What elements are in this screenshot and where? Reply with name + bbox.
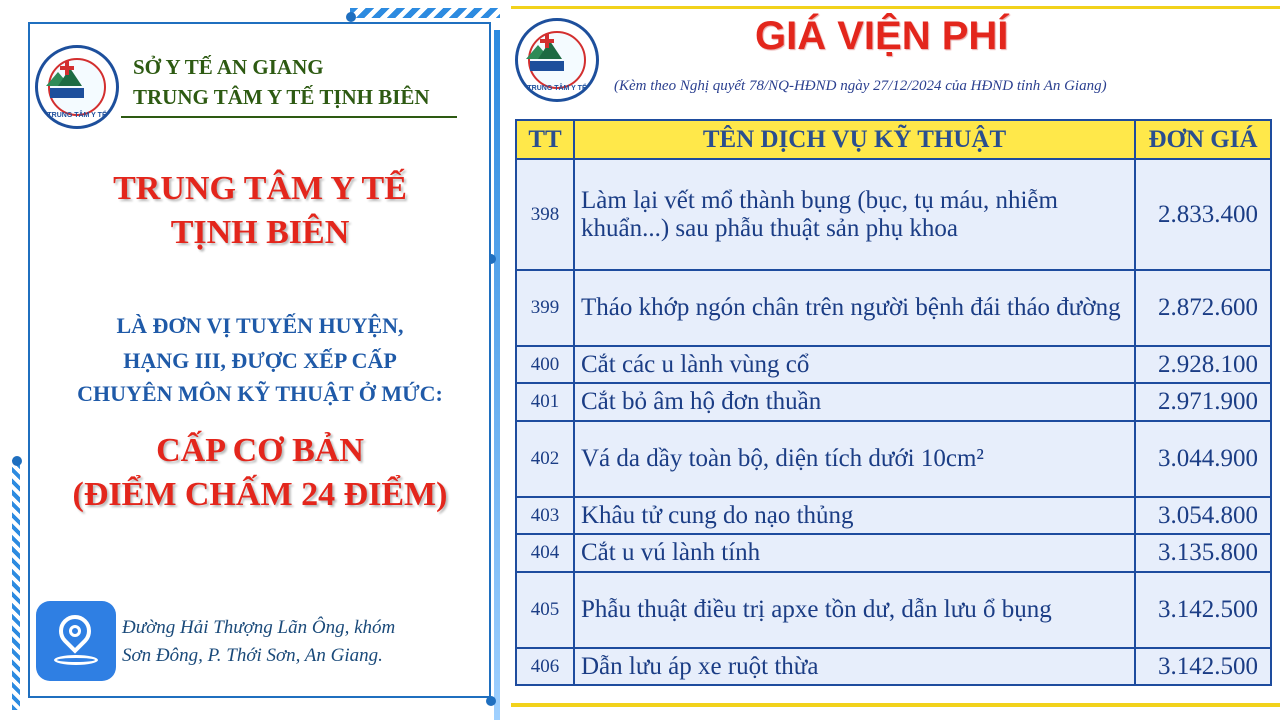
service-name: Cắt các u lành vùng cổ (574, 346, 1135, 383)
bottom-yellow-border (511, 703, 1280, 707)
table-row (516, 159, 1271, 270)
service-name: Khâu tử cung do nạo thủng (574, 497, 1135, 534)
decorative-dot (346, 12, 356, 22)
decree-reference: (Kèm theo Nghị quyết 78/NQ-HĐND ngày 27/12/2024 của HĐND tỉnh An Giang) (614, 78, 1107, 94)
table-row (516, 346, 1271, 383)
level-line2: (ĐIỂM CHẤM 24 ĐIỂM) (72, 476, 448, 513)
hospital-logo-icon: TRUNG TÂM Y TẾ (35, 45, 119, 129)
service-name: Cắt u vú lành tính (574, 534, 1135, 572)
service-price: 2.928.100 (1135, 346, 1271, 383)
table-row (516, 534, 1271, 572)
address-line2: Sơn Đông, P. Thới Sơn, An Giang. (122, 645, 383, 666)
service-name: Vá da dầy toàn bộ, diện tích dưới 10cm² (574, 421, 1135, 497)
table-row (516, 572, 1271, 648)
service-price: 3.044.900 (1135, 421, 1271, 497)
column-header-tt: TT (516, 120, 574, 159)
hospital-title-line2: TỊNH BIÊN (170, 214, 350, 251)
column-header-service: TÊN DỊCH VỤ KỸ THUẬT (574, 120, 1135, 159)
map-pin-icon (36, 601, 116, 681)
table-row (516, 270, 1271, 346)
address-line1: Đường Hải Thượng Lãn Ông, khóm (122, 617, 396, 638)
service-price: 3.054.800 (1135, 497, 1271, 534)
row-number: 400 (516, 346, 574, 383)
service-name: Cắt bỏ âm hộ đơn thuần (574, 383, 1135, 421)
service-name: Làm lại vết mổ thành bụng (bục, tụ máu, nhiễm khuẩn...) sau phẫu thuật sản phụ khoa (574, 159, 1135, 270)
service-price: 3.135.800 (1135, 534, 1271, 572)
center-name: TRUNG TÂM Y TẾ TỊNH BIÊN (133, 85, 430, 109)
top-yellow-border (511, 6, 1280, 9)
row-number: 406 (516, 648, 574, 685)
decorative-bar-right (494, 30, 500, 720)
fee-table (515, 119, 1272, 686)
service-price: 2.833.400 (1135, 159, 1271, 270)
hospital-title-line1: TRUNG TÂM Y TẾ (113, 170, 407, 207)
decorative-stripes-left (12, 460, 20, 710)
service-price: 3.142.500 (1135, 648, 1271, 685)
table-row (516, 421, 1271, 497)
level-line1: CẤP CƠ BẢN (156, 432, 364, 469)
description-line3: CHUYÊN MÔN KỸ THUẬT Ở MỨC: (77, 381, 443, 406)
row-number: 403 (516, 497, 574, 534)
table-row (516, 497, 1271, 534)
department-name: SỞ Y TẾ AN GIANG (133, 55, 324, 79)
decorative-stripes-top (350, 8, 500, 18)
service-name: Dẫn lưu áp xe ruột thừa (574, 648, 1135, 685)
row-number: 404 (516, 534, 574, 572)
table-row (516, 383, 1271, 421)
service-name: Phẫu thuật điều trị apxe tồn dư, dẫn lưu ổ bụng (574, 572, 1135, 648)
column-header-price: ĐƠN GIÁ (1135, 120, 1271, 159)
row-number: 401 (516, 383, 574, 421)
service-price: 2.971.900 (1135, 383, 1271, 421)
table-header-row (516, 120, 1271, 159)
description-line1: LÀ ĐƠN VỊ TUYẾN HUYỆN, (116, 313, 404, 338)
price-title: GIÁ VIỆN PHÍ (755, 14, 1009, 58)
row-number: 399 (516, 270, 574, 346)
service-price: 3.142.500 (1135, 572, 1271, 648)
decorative-dot (12, 456, 22, 466)
hospital-logo-icon: TRUNG TÂM Y TẾ (515, 18, 599, 102)
row-number: 405 (516, 572, 574, 648)
table-row (516, 648, 1271, 685)
service-name: Tháo khớp ngón chân trên người bệnh đái tháo đường (574, 270, 1135, 346)
row-number: 402 (516, 421, 574, 497)
description-line2: HẠNG III, ĐƯỢC XẾP CẤP (123, 348, 397, 373)
header-divider (121, 116, 457, 118)
row-number: 398 (516, 159, 574, 270)
service-price: 2.872.600 (1135, 270, 1271, 346)
